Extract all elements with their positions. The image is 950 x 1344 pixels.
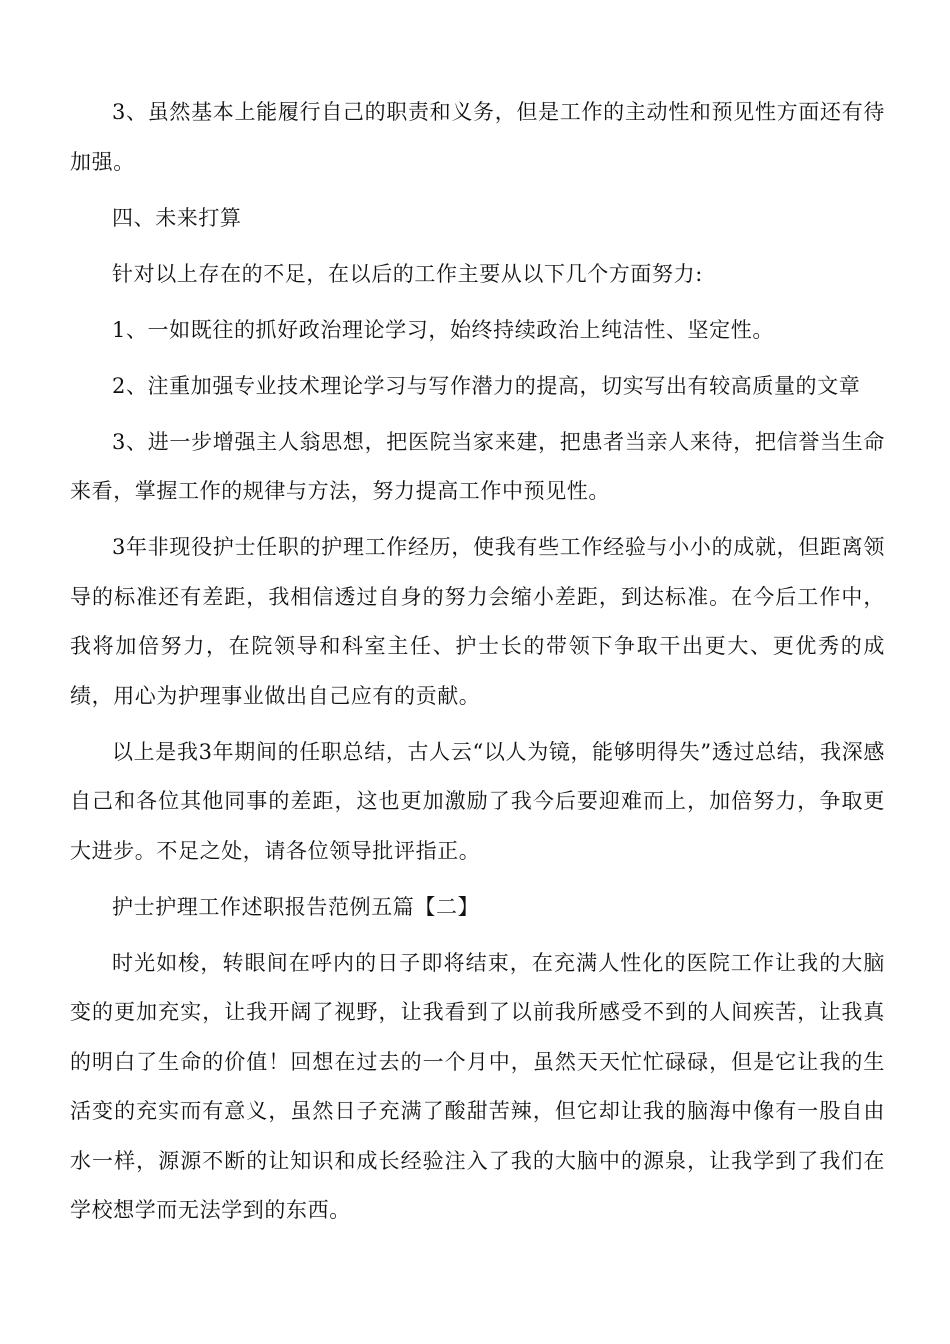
paragraph-plan-2: 2、注重加强专业技术理论学习与写作潜力的提高，切实写出有较高质量的文章 xyxy=(112,373,861,398)
paragraph-experience-summary: 3年非现役护士任职的护理工作经历，使我有些工作经验与小小的成就，但距离领导的标准还有差距，我相信透过自身的努力会缩小差距，到达标准。在今后工作中，我将加倍努力，在院领导和科室主任、护士长的带领下争取干出更大、更优秀的成绩，用心为护理事业做出自己应有的贡献。 xyxy=(70,535,885,708)
paragraph-plan-3: 3、进一步增强主人翁思想，把医院当家来建，把患者当亲人来待，把信誉当生命来看，掌握工作的规律与方法，努力提高工作中预见性。 xyxy=(70,429,885,503)
document-body xyxy=(70,88,885,1242)
paragraph-closing-remarks: 以上是我3年期间的任职总结，古人云“以人为镜，能够明得失”透过总结，我深感自己和各位其他同事的差距，这也更加激励了我今后要迎难而上，加倍努力，争取更大进步。不足之处，请各位领导批评指正。 xyxy=(70,739,885,863)
section-heading-future-plans: 四、未来打算 xyxy=(112,205,242,230)
paragraph-plan-intro: 针对以上存在的不足，在以后的工作主要从以下几个方面努力: xyxy=(112,261,703,286)
section-title-report-two: 护士护理工作述职报告范例五篇【二】 xyxy=(112,894,480,919)
paragraph-improvement-3: 3、虽然基本上能履行自己的职责和义务，但是工作的主动性和预见性方面还有待加强。 xyxy=(70,100,885,174)
paragraph-report-two-intro: 时光如梭，转眼间在呼内的日子即将结束，在充满人性化的医院工作让我的大脑变的更加充实，让我开阔了视野，让我看到了以前我所感受不到的人间疾苦，让我真的明白了生命的价值！回想在过去的一个月中，虽然天天忙忙碌碌，但是它让我的生活变的充实而有意义，虽然日子充满了酸甜苦辣，但它却让我的脑海中像有一股自由水一样，源源不断的让知识和成长经验注入了我的大脑中的源泉，让我学到了我们在学校想学而无法学到的东西。 xyxy=(70,950,885,1222)
paragraph-plan-1: 1、一如既往的抓好政治理论学习，始终持续政治上纯洁性、坚定性。 xyxy=(112,317,774,342)
